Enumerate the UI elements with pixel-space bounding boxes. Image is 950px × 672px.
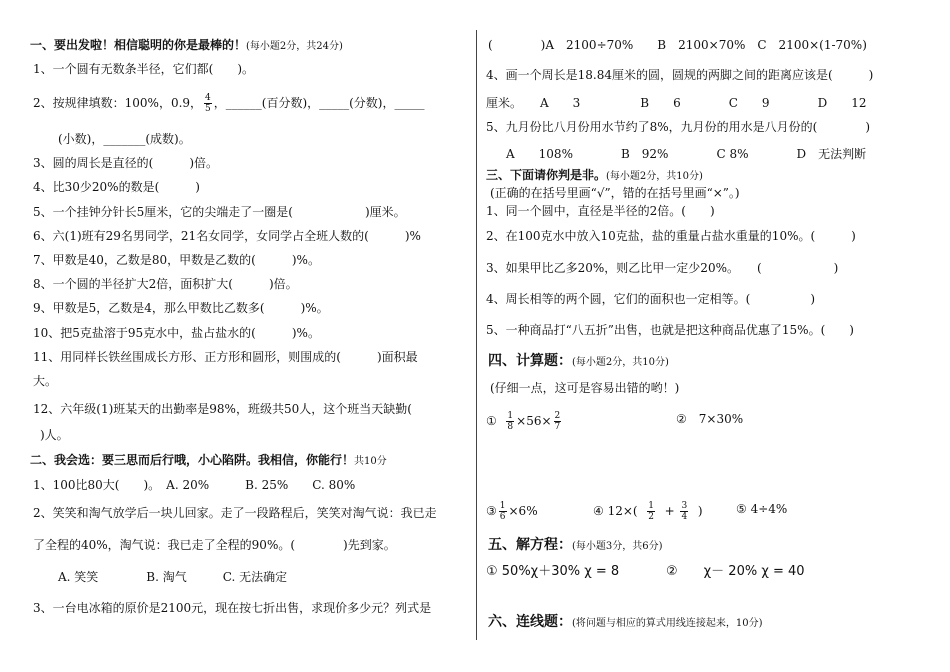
judge-2: 2、在100克水中放入10克盐，盐的重量占盐水重量的10%。( )	[486, 229, 856, 243]
numerator: 1	[648, 501, 654, 511]
question-11-line-2: 大。	[33, 374, 58, 388]
judge-5: 5、一种商品打“八五折”出售，也就是把这种商品优惠了15%。( )	[486, 323, 854, 337]
fraction-3-4	[680, 501, 688, 522]
calc-1-label: ①	[486, 414, 497, 428]
calc-4	[593, 501, 703, 522]
choice-1: 1、100比80大( )。 A. 20% B. 25% C. 80%	[33, 478, 356, 492]
section-5-heading	[488, 537, 663, 555]
section-2-heading	[30, 452, 387, 470]
denominator: 7	[554, 422, 561, 432]
choice-5-options: A 108% B 92% C 8% D 无法判断	[506, 147, 867, 161]
calc-4-open: ④ 12×(	[593, 504, 638, 518]
section-5-title: 五、解方程：	[488, 537, 572, 553]
fraction-2-7	[554, 411, 562, 432]
calc-4-close: )	[697, 504, 703, 518]
section-4-note: (每小题2分，共10分)	[572, 357, 669, 368]
section-2-note: 共10分	[354, 456, 387, 467]
numerator: 4	[205, 93, 211, 103]
numerator: 3	[681, 501, 688, 511]
fraction-1-8	[506, 411, 514, 432]
calc-2: ② 7×30%	[676, 412, 744, 426]
section-4-heading	[488, 353, 669, 371]
choice-5-line-1: 5、九月份比八月份用水节约了8%，九月份的用水是八月份的( )	[486, 120, 871, 134]
calc-3-rest: ×6%	[508, 504, 538, 518]
section-3-note: (每小题2分，共10分)	[606, 171, 703, 182]
judge-4: 4、周长相等的两个圆，它们的面积也一定相等。( )	[486, 292, 816, 306]
choice-3-options: ( )A 2100÷70% B 2100×70% C 2100×(1-70%)	[488, 38, 867, 52]
question-1: 1、一个圆有无数条半径，它们都( )。	[33, 62, 254, 76]
choice-3-stem: 3、一台电冰箱的原价是2100元，现在按七折出售，求现价多少元？列式是	[33, 601, 432, 615]
calc-5: ⑤ 4÷4%	[736, 502, 788, 516]
calc-3	[486, 501, 538, 522]
fraction-4-5	[204, 93, 212, 114]
numerator: 1	[507, 411, 514, 421]
denominator: 6	[499, 512, 506, 522]
section-3-instruction: (正确的在括号里画“√”，错的在括号里画“×”。)	[490, 186, 740, 200]
question-10: 10、把5克盐溶于95克水中，盐占盐水的( )%。	[33, 326, 320, 340]
section-5-note: (每小题3分，共6分)	[572, 541, 663, 552]
equation-2: ② χ－ 20% χ = 40	[666, 564, 805, 579]
question-2-line-2: (小数)，_______(成数)。	[58, 132, 191, 146]
calc-3-label: ③	[486, 504, 497, 518]
question-4: 4、比30少20%的数是( )	[33, 180, 200, 194]
denominator: 2	[648, 512, 654, 522]
choice-4-line-2: 厘米。 A 3 B 6 C 9 D 12	[486, 96, 867, 110]
question-12-line-2: )人。	[40, 428, 69, 442]
equation-1: ① 50%χ＋30% χ = 8	[486, 564, 620, 579]
judge-3: 3、如果甲比乙多20%，则乙比甲一定少20%。 ( )	[486, 261, 839, 275]
numerator: 1	[499, 501, 506, 511]
question-7: 7、甲数是40，乙数是80，甲数是乙数的( )%。	[33, 253, 320, 267]
denominator: 4	[681, 512, 688, 522]
question-3: 3、圆的周长是直径的( )倍。	[33, 156, 218, 170]
right-column	[478, 0, 950, 672]
fraction-1-2	[647, 501, 655, 522]
question-2-line-1	[33, 93, 425, 114]
choice-2-line-2: 了全程的40%，淘气说：我已走了全程的90%。( )先到家。	[33, 538, 396, 552]
section-6-note: (将问题与相应的算式用线连接起来，10分)	[572, 618, 763, 629]
section-6-title: 六、连线题：	[488, 614, 572, 630]
section-4-instruction: (仔细一点，这可是容易出错的哟！)	[490, 381, 680, 395]
section-4-title: 四、计算题：	[488, 353, 572, 369]
choice-2-options: A. 笑笑 B. 淘气 C. 无法确定	[58, 570, 288, 584]
question-8: 8、一个圆的半径扩大2倍，面积扩大( )倍。	[33, 277, 298, 291]
question-11-line-1: 11、用同样长铁丝围成长方形、正方形和圆形，则围成的( )面积最	[33, 350, 418, 364]
section-1-title: 一、要出发啦！相信聪明的你是最棒的！	[30, 38, 247, 52]
section-1-heading	[30, 37, 343, 55]
choice-2-line-1: 2、笑笑和淘气放学后一块儿回家。走了一段路程后，笑笑对淘气说：我已走	[33, 506, 437, 520]
question-2-part-b: ，______(百分数)，_____(分数)，_____	[213, 96, 425, 110]
section-6-heading	[488, 614, 763, 632]
question-12-line-1: 12、六年级(1)班某天的出勤率是98%，班级共50人，这个班当天缺勤(	[33, 402, 412, 416]
question-2-part-a: 2、按规律填数：100%，0.9，	[33, 96, 203, 110]
question-6: 6、六(1)班有29名男同学，21名女同学，女同学占全班人数的( )%	[33, 229, 421, 243]
denominator: 5	[205, 104, 211, 114]
section-3-title: 三、下面请你判是非。	[486, 168, 607, 182]
section-3-heading	[486, 167, 703, 185]
column-divider	[476, 30, 477, 640]
plus-sign: +	[664, 504, 675, 518]
question-5: 5、一个挂钟分针长5厘米，它的尖端走了一圈是( )厘米。	[33, 205, 406, 219]
calc-1	[486, 411, 563, 432]
choice-4-line-1: 4、画一个周长是18.84厘米的圆，圆规的两脚之间的距离应该是( )	[486, 68, 874, 82]
question-9: 9、甲数是5，乙数是4，那么甲数比乙数多( )%。	[33, 301, 329, 315]
denominator: 8	[507, 422, 514, 432]
numerator: 2	[554, 411, 561, 421]
section-2-title: 二、我会选：要三思而后行哦，小心陷阱。我相信，你能行！	[30, 453, 355, 467]
calc-1-middle: ×56×	[516, 414, 552, 428]
section-1-note: (每小题2分，共24分)	[246, 41, 343, 52]
judge-1: 1、同一个圆中，直径是半径的2倍。( )	[486, 204, 715, 218]
fraction-1-6	[499, 501, 507, 522]
